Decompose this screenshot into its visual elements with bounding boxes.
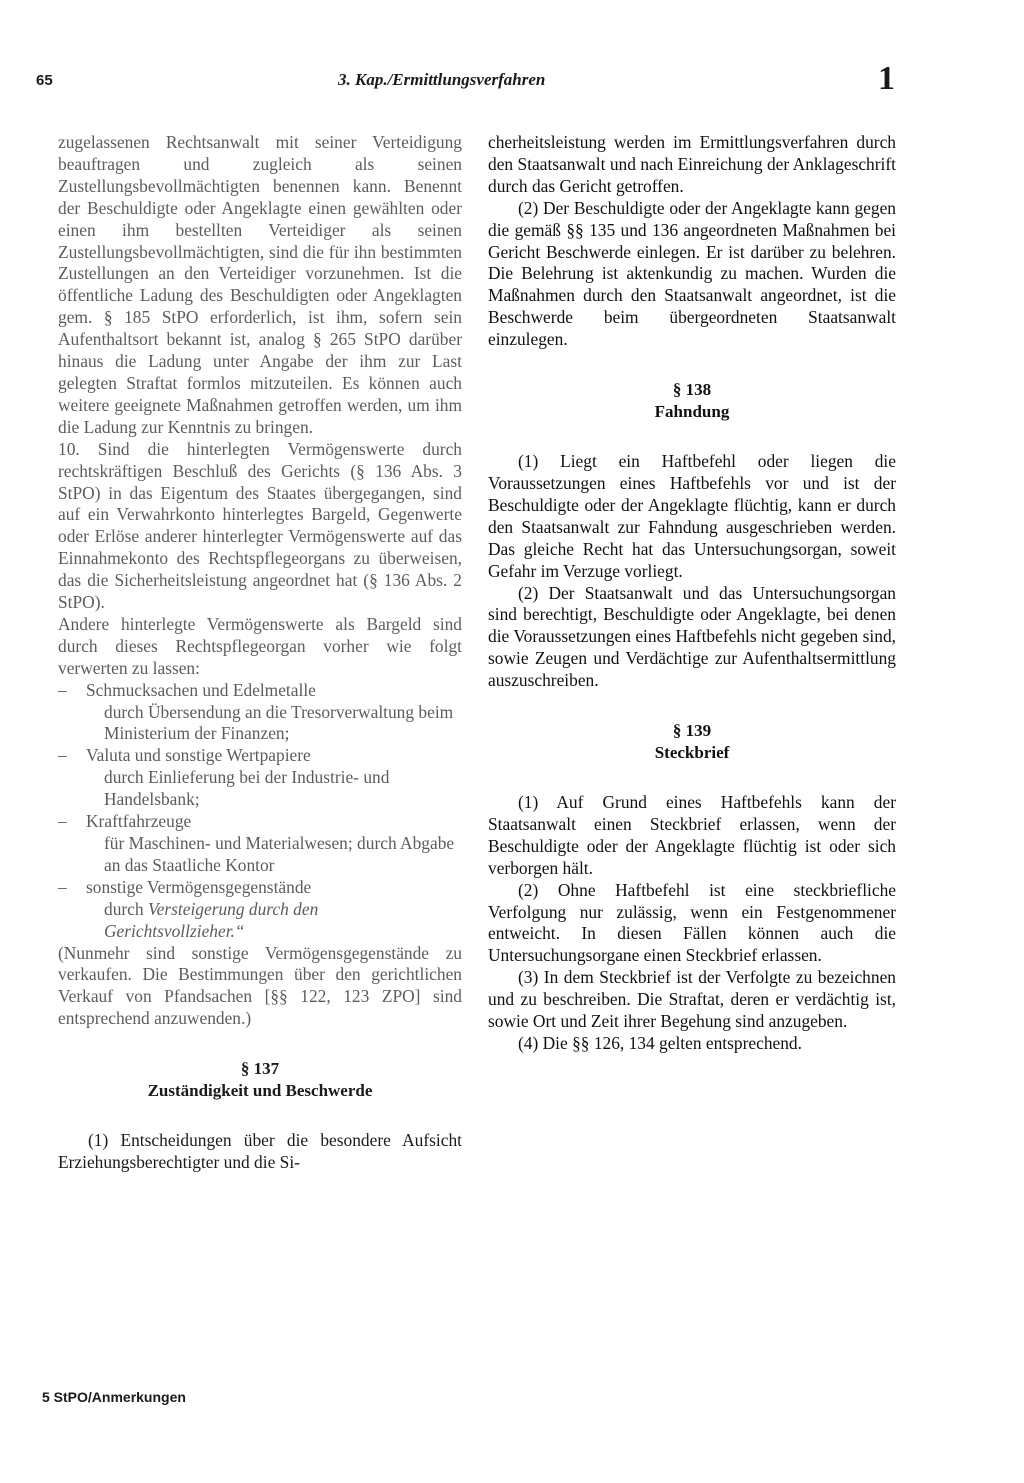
list-item-detail-italic: Versteigerung durch den Gerichtsvollzieher.“ [104,898,319,941]
section-139-number: § 139 [672,721,712,741]
left-paragraph-3: Andere hinterlegte Vermögenswerte als Bargeld sind durch dieses Rechtspflegeorgan vorher wie folgt verwerten zu lassen: [58,613,462,678]
dash-bullet: – [58,811,67,832]
dash-bullet: – [58,876,67,897]
list-item [58,811,462,877]
list-item-detail-text: durch [104,898,148,919]
list-item-detail: durch Übersendung an die Tresorverwaltung beim Ministerium der Finanzen; [104,701,454,744]
left-paragraph-4: (Nunmehr sind sonstige Vermögensgegenstände zu verkaufen. Die Bestimmungen über den gerichtlichen Verkauf von Pfandsachen [§§ 122, 123 ZPO] sind entsprechend anzuwenden.) [58,942,462,1029]
list-item-title: sonstige Vermögensgegenstände [86,876,312,897]
section-139-title: Steckbrief [654,743,730,763]
page-footer: 5 StPO/Anmerkungen [42,1389,186,1405]
list-item-detail [86,899,462,943]
list-item [58,745,462,811]
left-paragraph-1: zugelassenen Rechtsanwalt mit seiner Verteidigung beauftragen und zugleich als seinen Zustellungsbevollmächtigten benennen kann. Benennt der Beschuldigte oder Angeklagte einen gewählten oder einen ihm bestellten Verteidiger als seinen Zustellungsbevollmächtigten, sind die für ihn bestimmten Zustellungen an den Verteidiger vorzunehmen. Ist die öffentliche Ladung des Beschuldigten oder Angeklagten gem. § 185 StPO erforderlich, ist ihm, sofern sein Aufenthaltsort bekannt ist, analog § 265 StPO darüber hinaus die Ladung unter Angabe der ihm zur Last gelegten Straftat formlos mitzuteilen. Es können auch weitere geeignete Maßnahmen getroffen werden, um ihm die Ladung zur Kenntnis zu bringen. [58,132,462,437]
page-header [0,60,1024,100]
list-item-title: Kraftfahrzeuge [86,811,192,832]
section-137-number: § 137 [240,1059,280,1079]
right-paragraph-2: (2) Der Beschuldigte oder der Angeklagte kann gegen die gemäß §§ 135 und 136 angeordneten Maßnahmen bei Gericht Beschwerde einlegen. Er ist darüber zu belehren. Die Belehrung ist aktenkundig zu machen. Wurden die Maßnahmen durch den Staatsanwalt angeordnet, ist die Beschwerde beim übergeordneten Staatsanwalt einzulegen. [488,197,896,350]
list-item-title: Schmucksachen und Edelmetalle [86,679,316,700]
list-item-detail: für Maschinen- und Materialwesen; durch Abgabe an das Staatliche Kontor [104,833,455,875]
section-137-paragraph-1: (1) Entscheidungen über die besondere Aufsicht Erziehungsberechtigter und die Si- [58,1130,462,1173]
right-column [488,132,896,1055]
section-138-title: Fahndung [654,402,730,422]
section-139-paragraph-2: (2) Ohne Haftbefehl ist eine steckbriefliche Verfolgung nur zulässig, wenn ein Festgenommener entweicht. In diesen Fällen können auch die Untersuchungsorgane einen Steckbrief erlassen. [488,879,896,966]
section-137-title: Zuständigkeit und Beschwerde [147,1081,373,1101]
section-139-paragraph-3: (3) In dem Steckbrief ist der Verfolgte zu bezeichnen und zu beschreiben. Die Straftat, deren er verdächtig ist, sowie Ort und Zeit ihrer Begehung sind anzugeben. [488,967,896,1032]
list-item-title: Valuta und sonstige Wertpapiere [86,745,311,766]
section-138-paragraph-2: (2) Der Staatsanwalt und das Untersuchungsorgan sind berechtigt, Beschuldigte oder Angeklagte, bei denen die Voraussetzungen eines Haftbefehls nicht gegeben sind, sowie Zeugen und Verdächtige zur Aufenthaltsermittlung auszuschreiben. [488,582,896,691]
chapter-number: 1 [878,60,895,97]
dash-bullet: – [58,679,67,700]
section-138-number: § 138 [672,380,712,400]
left-paragraph-2: 10. Sind die hinterlegten Vermögenswerte durch rechtskräftigen Beschluß des Gerichts (§ 136 Abs. 3 StPO) in das Eigentum des Staates übergegangen, sind auf ein Verwahrkonto hinterlegtes Bargeld, Gegenwerte oder Erlöse anderer hinterlegter Vermögenswerte auf das Einnahmekonto des Rechtspflegeorgans zu überweisen, das die Sicherheitsleistung angeordnet hat (§ 136 Abs. 2 StPO). [58,438,462,613]
section-139-paragraph-1: (1) Auf Grund eines Haftbefehls kann der Staatsanwalt einen Steckbrief erlassen, wenn der Beschuldigte oder der Angeklagte flüchtig ist oder sich verborgen hält. [488,792,896,878]
right-paragraph-1: cherheitsleistung werden im Ermittlungsverfahren durch den Staatsanwalt und nach Einreichung der Anklageschrift durch das Gericht getroffen. [488,132,896,196]
left-column [58,132,462,1174]
section-139-paragraph-4: (4) Die §§ 126, 134 gelten entsprechend. [518,1033,802,1053]
running-title: 3. Kap./Ermittlungsverfahren [338,70,546,89]
section-138-paragraph-1: (1) Liegt ein Haftbefehl oder liegen die Voraussetzungen eines Haftbefehls vor und ist der Beschuldigte oder der Angeklagte flüchtig, kann er durch den Staatsanwalt zur Fahndung ausgeschrieben werden. Das gleiche Recht hat das Untersuchungsorgan, soweit Gefahr im Verzuge vorliegt. [488,451,896,581]
list-item-detail: durch Einlieferung bei der Industrie- und Handelsbank; [104,767,390,810]
page-number: 65 [36,72,53,89]
dash-bullet: – [58,745,67,766]
list-item [58,680,462,746]
list-item [58,877,462,943]
